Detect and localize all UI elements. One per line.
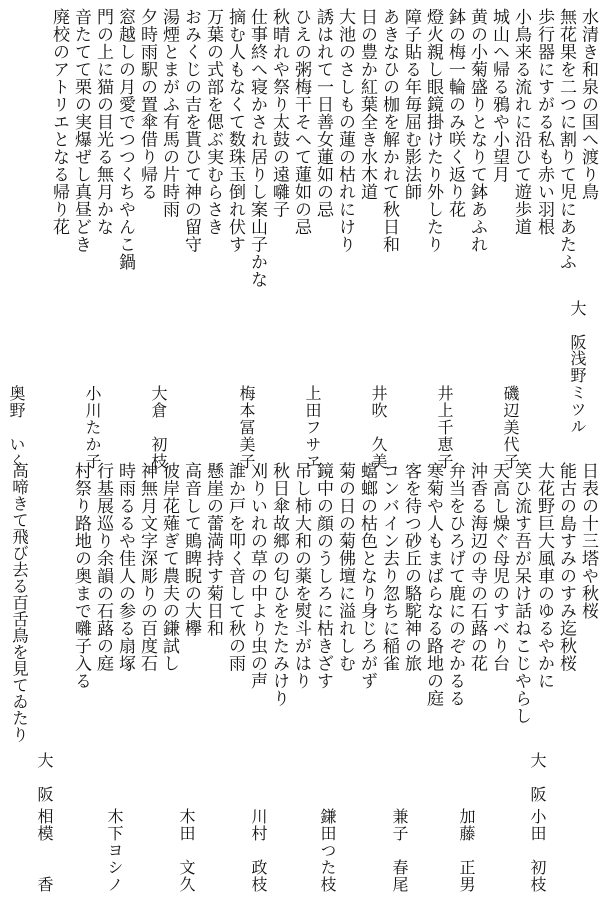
author-name: 木下ヨシノ (105, 808, 124, 893)
author-name: 井上千恵子 (435, 385, 454, 470)
haiku-line: 日の豊か紅葉全き水木道 (357, 8, 377, 201)
haiku-line: 大池のさしもの蓮の枯れにけり (335, 8, 355, 253)
haiku-line: 菊の日の菊佛壇に溢れしむ (335, 462, 355, 672)
author-name: 川村 政枝 (249, 808, 268, 893)
haiku-line: 天高し燥ぐ母児のすべり台 (489, 462, 509, 672)
haiku-line: 歩行器にすがる私も赤い羽根 (534, 8, 554, 236)
haiku-line: 誰か戸を叩く音して秋の雨 (225, 462, 245, 672)
haiku-line: 摘む人もなくて数珠玉倒れ伏す (225, 8, 245, 253)
author-name: 上田フサヱ (303, 385, 322, 470)
haiku-line: 廃校のアトリエとなる帰り花 (49, 8, 69, 236)
haiku-line: 夕時雨駅の置傘借り帰る (137, 8, 157, 201)
author-region: 大 阪 (568, 300, 587, 351)
haiku-line: 秋日傘故郷の匂ひをたたみけり (269, 462, 289, 707)
haiku-line: 弁当をひろげて鹿にのぞかるる (445, 462, 465, 707)
author-name: 鎌田つた枝 (318, 808, 337, 893)
haiku-line: 秋晴れや祭り太鼓の遠囃子 (269, 8, 289, 218)
haiku-line: 高啼きて飛び去る百舌鳥を見てゐたり (9, 462, 29, 743)
author-name: 梅本冨美子 (237, 385, 256, 470)
author-region: 大 阪 (35, 752, 54, 803)
haiku-line: 村祭り路地の奥まで囃子入る (71, 462, 91, 690)
haiku-line: 高音して鵙睥睨の大欅 (181, 462, 201, 637)
haiku-line: コンバイン去り忽ちに稲雀 (379, 462, 399, 672)
haiku-line: 寒菊や人もまばらなる路地の庭 (423, 462, 443, 707)
author-name: 相模 香 (35, 808, 54, 893)
haiku-line: 日表の十三塔や秋桜 (578, 462, 598, 620)
author-name: 加藤 正男 (457, 808, 476, 893)
haiku-line: 誘はれて一日善女蓮如の忌 (313, 8, 333, 218)
haiku-line: 黄の小菊盛りとなりて鉢あふれ (467, 8, 487, 253)
haiku-line: 鉢の梅一輪のみ咲く返り花 (445, 8, 465, 218)
haiku-line: 神無月文字深彫りの百度石 (137, 462, 157, 672)
haiku-line: 窓越しの月愛でつつくちやんこ鍋 (115, 8, 135, 271)
author-name: 井吹 久美 (369, 385, 388, 470)
haiku-line: 無花果を二つに割りて児にあたふ (556, 8, 576, 271)
haiku-line: 小鳥来る流れに沿ひて遊歩道 (511, 8, 531, 236)
haiku-line: 水清き和泉の国へ渡り鳥 (578, 8, 598, 201)
author-name: 大倉 初枝 (149, 385, 168, 470)
haiku-line: 笑ひ流す吾が呆け話ねこじやらし (511, 462, 531, 725)
haiku-line: 蟷螂の枯色となり身じろがず (357, 462, 377, 690)
author-name: 浅野ミツル (568, 350, 587, 435)
haiku-line: 吊し柿大和の薬を熨斗がはり (291, 462, 311, 690)
haiku-line: 障子貼る年毎屈む影法師 (401, 8, 421, 201)
haiku-line: 沖香る海辺の寺の石蕗の花 (467, 462, 487, 672)
haiku-line: 時雨るるや佳人の参る扇塚 (115, 462, 135, 672)
haiku-line: おみくじの吉を貰ひて神の留守 (181, 8, 201, 253)
author-region: 大 阪 (528, 752, 547, 803)
haiku-line: ひえの粥梅干そへて蓮如の忌 (291, 8, 311, 236)
author-name: 奥野 いく (7, 385, 26, 470)
haiku-line: 彼岸花薙ぎて農夫の鎌試し (159, 462, 179, 672)
author-name: 小川たか子 (83, 385, 102, 470)
author-name: 磯辺美代子 (501, 385, 520, 470)
haiku-line: 行基展巡り余韻の石蕗の庭 (93, 462, 113, 672)
haiku-line: 客を待つ砂丘の駱駝神の旅 (401, 462, 421, 672)
author-name: 木田 文久 (177, 808, 196, 893)
haiku-line: 門の上に猫の目光る無月かな (93, 8, 113, 236)
author-name: 兼子 春尾 (390, 808, 409, 893)
haiku-line: 大花野巨大風車のゆるやかに (534, 462, 554, 690)
haiku-line: 仕事終へ寝かされ居りし案山子かな (247, 8, 267, 288)
haiku-line: 湯煙とまがふ有馬の片時雨 (159, 8, 179, 218)
haiku-line: 万葉の式部を偲ぶ実むらさき (203, 8, 223, 236)
haiku-line: あきなひの枷を解かれて秋日和 (379, 8, 399, 253)
haiku-line: 懸崖の蕾満持す菊日和 (203, 462, 223, 637)
haiku-line: 鏡中の顔のうしろに枯きざす (313, 462, 333, 690)
haiku-line: 刈りいれの草の中より虫の声 (247, 462, 267, 690)
haiku-line: 能古の島すみのすみ迄秋桜 (556, 462, 576, 672)
haiku-line: 燈火親し眼鏡掛けたり外したり (423, 8, 443, 253)
haiku-line: 城山へ帰る鴉や小望月 (489, 8, 509, 183)
author-name: 小田 初枝 (528, 808, 547, 893)
haiku-line: 音たてて栗の実爆ぜし真昼どき (71, 8, 91, 253)
